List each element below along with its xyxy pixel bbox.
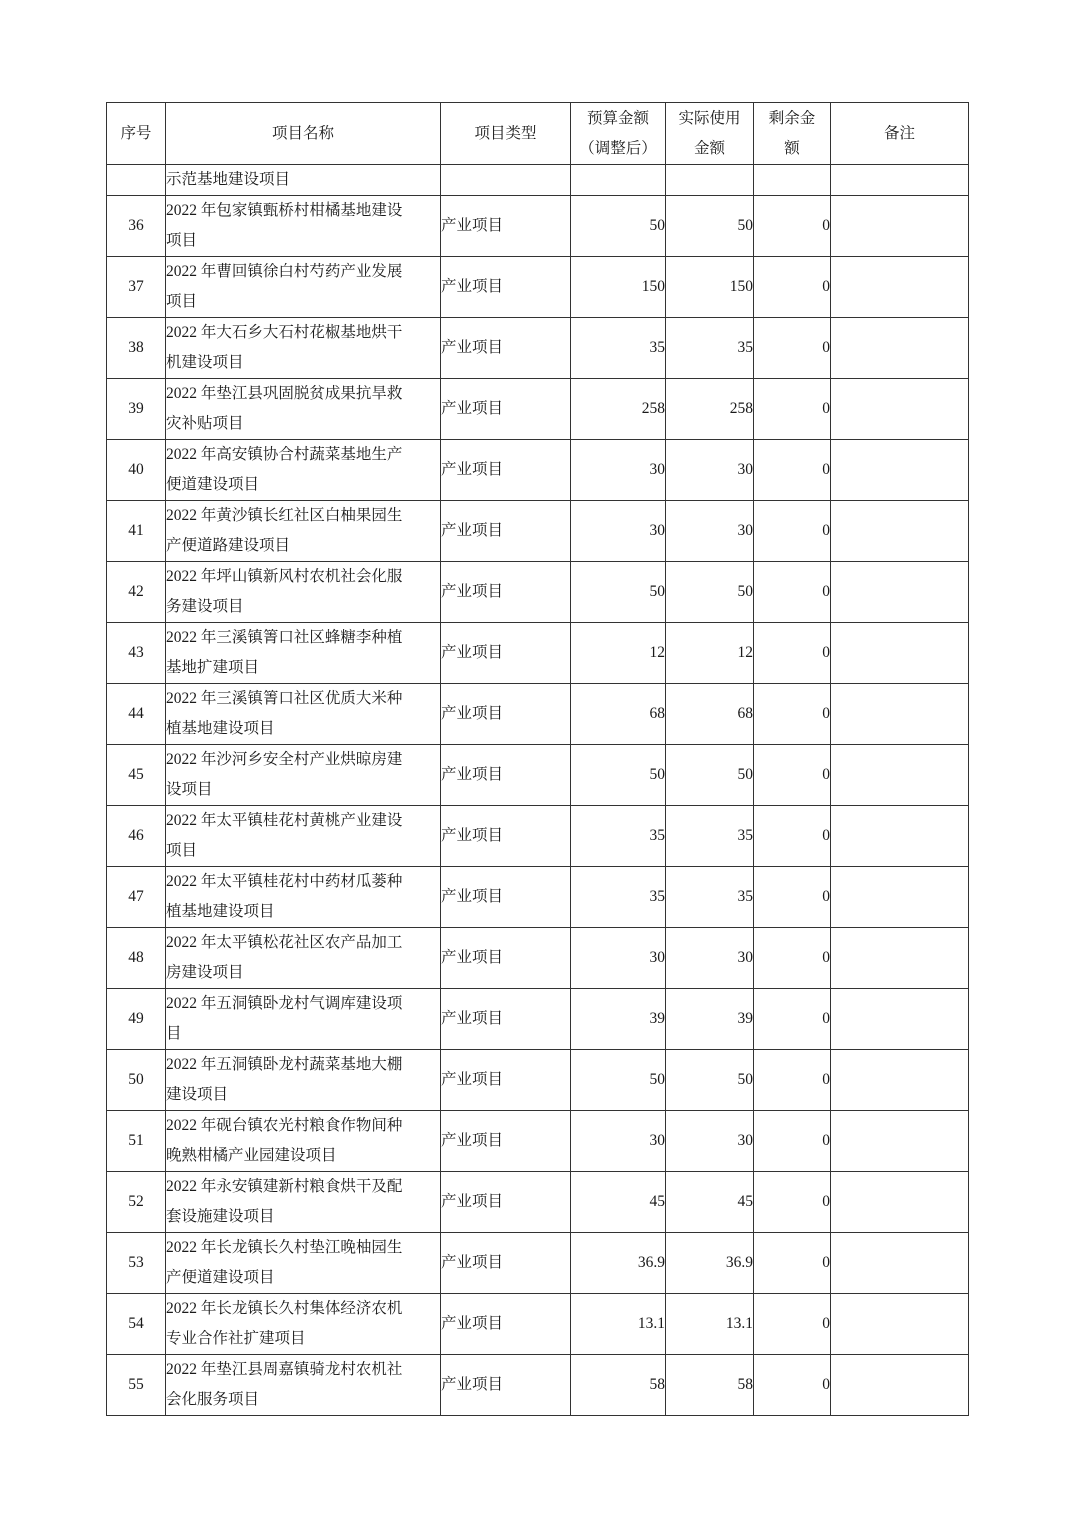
table-row (107, 989, 969, 1050)
cell-name-line2: 房建设项目 (166, 964, 244, 981)
cell-name-line1: 2022 年太平镇桂花村黄桃产业建设 (166, 812, 403, 829)
cell-notes (831, 928, 969, 989)
header-name-label: 项目名称 (271, 124, 334, 142)
header-notes-label: 备注 (883, 124, 915, 142)
cell-budget: 58 (571, 1355, 666, 1416)
cell-notes (831, 867, 969, 928)
cell-type: 产业项目 (441, 989, 571, 1050)
table-row (107, 745, 969, 806)
cell-actual: 30 (666, 1111, 754, 1172)
table-row (107, 806, 969, 867)
cell-name-line1: 2022 年砚台镇农光村粮食作物间种 (166, 1117, 403, 1134)
cell-seq: 52 (107, 1172, 166, 1233)
cell-type (441, 165, 571, 196)
cell-seq: 43 (107, 623, 166, 684)
cell-remaining (754, 165, 831, 196)
cell-actual: 50 (666, 745, 754, 806)
cell-seq (107, 165, 166, 196)
cell-budget: 35 (571, 318, 666, 379)
cell-notes (831, 562, 969, 623)
table-row (107, 501, 969, 562)
cell-name-line2: 目 (166, 1025, 182, 1042)
cell-notes (831, 623, 969, 684)
header-name (166, 103, 441, 165)
cell-actual: 58 (666, 1355, 754, 1416)
cell-name-line2: 机建设项目 (166, 354, 244, 371)
cell-name-line2: 项目 (166, 842, 198, 859)
cell-actual: 150 (666, 257, 754, 318)
cell-actual: 35 (666, 318, 754, 379)
cell-seq: 47 (107, 867, 166, 928)
cell-budget: 50 (571, 745, 666, 806)
cell-type: 产业项目 (441, 1294, 571, 1355)
cell-remaining: 0 (754, 867, 831, 928)
table-row (107, 562, 969, 623)
cell-seq: 40 (107, 440, 166, 501)
cell-actual: 30 (666, 928, 754, 989)
cell-name (166, 318, 441, 379)
cell-type: 产业项目 (441, 806, 571, 867)
cell-name (166, 989, 441, 1050)
cell-remaining: 0 (754, 623, 831, 684)
cell-type: 产业项目 (441, 623, 571, 684)
cell-name-line2: 务建设项目 (166, 598, 244, 615)
cell-budget: 50 (571, 562, 666, 623)
cell-type: 产业项目 (441, 867, 571, 928)
cell-notes (831, 1111, 969, 1172)
cell-name-line1: 2022 年永安镇建新村粮食烘干及配 (166, 1178, 403, 1195)
cell-remaining: 0 (754, 1111, 831, 1172)
header-type (441, 103, 571, 165)
cell-remaining: 0 (754, 257, 831, 318)
cell-seq: 38 (107, 318, 166, 379)
cell-seq: 51 (107, 1111, 166, 1172)
cell-name (166, 562, 441, 623)
cell-seq: 45 (107, 745, 166, 806)
cell-actual: 13.1 (666, 1294, 754, 1355)
cell-name-line1: 2022 年长龙镇长久村垫江晚柚园生 (166, 1239, 403, 1256)
cell-notes (831, 1355, 969, 1416)
cell-remaining: 0 (754, 1050, 831, 1111)
cell-name-line1: 2022 年包家镇甄桥村柑橘基地建设 (166, 202, 403, 219)
table-row (107, 684, 969, 745)
cell-notes (831, 379, 969, 440)
header-remaining (754, 103, 831, 165)
cell-notes (831, 440, 969, 501)
cell-name-line2: 建设项目 (166, 1086, 229, 1103)
cell-name-line1: 2022 年垫江县巩固脱贫成果抗旱救 (166, 385, 403, 402)
header-actual-line1: 实际使用 (678, 109, 741, 127)
cell-seq: 37 (107, 257, 166, 318)
cell-notes (831, 684, 969, 745)
cell-notes (831, 318, 969, 379)
header-budget-line2: （调整后） (579, 139, 657, 157)
header-actual-line2: 金额 (693, 139, 725, 157)
cell-name-line1: 2022 年大石乡大石村花椒基地烘干 (166, 324, 403, 341)
cell-type: 产业项目 (441, 318, 571, 379)
cell-name-line1: 2022 年五洞镇卧龙村气调库建设项 (166, 995, 403, 1012)
cell-name-line1: 2022 年沙河乡安全村产业烘晾房建 (166, 751, 403, 768)
continuation-row (107, 165, 969, 196)
cell-name (166, 1355, 441, 1416)
cell-budget: 39 (571, 989, 666, 1050)
cell-budget: 35 (571, 867, 666, 928)
cell-budget: 45 (571, 1172, 666, 1233)
cell-name (166, 196, 441, 257)
cell-notes (831, 196, 969, 257)
cell-name-line2: 产便道路建设项目 (166, 537, 291, 554)
cell-seq: 44 (107, 684, 166, 745)
cell-budget: 68 (571, 684, 666, 745)
cell-remaining: 0 (754, 928, 831, 989)
cell-name (166, 440, 441, 501)
table-row (107, 623, 969, 684)
table-row (107, 318, 969, 379)
cell-budget: 50 (571, 196, 666, 257)
cell-seq: 36 (107, 196, 166, 257)
cell-seq: 46 (107, 806, 166, 867)
cell-actual: 258 (666, 379, 754, 440)
cell-name (166, 501, 441, 562)
cell-seq: 54 (107, 1294, 166, 1355)
header-budget-line1: 预算金额 (586, 109, 649, 127)
cell-remaining: 0 (754, 196, 831, 257)
cell-name-line1: 2022 年高安镇协合村蔬菜基地生产 (166, 446, 403, 463)
cell-seq: 50 (107, 1050, 166, 1111)
cell-name-line1: 2022 年三溪镇箐口社区蜂糖李种植 (166, 629, 403, 646)
table-row (107, 867, 969, 928)
cell-notes (831, 989, 969, 1050)
cell-name (166, 1233, 441, 1294)
cell-type: 产业项目 (441, 257, 571, 318)
cell-budget: 36.9 (571, 1233, 666, 1294)
cell-name-line1: 2022 年曹回镇徐白村芍药产业发展 (166, 263, 403, 280)
cell-name (166, 379, 441, 440)
cell-name (166, 1111, 441, 1172)
cell-name-line1: 2022 年垫江县周嘉镇骑龙村农机社 (166, 1361, 403, 1378)
cell-notes (831, 745, 969, 806)
cell-remaining: 0 (754, 1355, 831, 1416)
cell-name-line2: 项目 (166, 293, 198, 310)
cell-name-line2: 灾补贴项目 (166, 415, 244, 432)
cell-type: 产业项目 (441, 684, 571, 745)
cell-seq: 39 (107, 379, 166, 440)
cell-remaining: 0 (754, 1233, 831, 1294)
cell-name-line2: 植基地建设项目 (166, 720, 275, 737)
cell-name-line2: 植基地建设项目 (166, 903, 275, 920)
cell-type: 产业项目 (441, 1233, 571, 1294)
cell-actual: 50 (666, 1050, 754, 1111)
table-row (107, 1355, 969, 1416)
cell-seq: 53 (107, 1233, 166, 1294)
cell-name-line2: 专业合作社扩建项目 (166, 1330, 306, 1347)
table-row (107, 196, 969, 257)
cell-name-line2: 项目 (166, 232, 198, 249)
cell-remaining: 0 (754, 318, 831, 379)
cell-type: 产业项目 (441, 1355, 571, 1416)
cell-type: 产业项目 (441, 440, 571, 501)
table-row (107, 1294, 969, 1355)
cell-actual: 50 (666, 562, 754, 623)
cell-name-line1: 2022 年长龙镇长久村集体经济农机 (166, 1300, 403, 1317)
cell-name-line2: 便道建设项目 (166, 476, 260, 493)
cell-remaining: 0 (754, 379, 831, 440)
cell-budget: 30 (571, 501, 666, 562)
cell-budget: 30 (571, 1111, 666, 1172)
cell-name (166, 867, 441, 928)
cell-remaining: 0 (754, 806, 831, 867)
cell-notes (831, 501, 969, 562)
cell-name (166, 806, 441, 867)
cell-notes (831, 806, 969, 867)
cell-remaining: 0 (754, 562, 831, 623)
cell-remaining: 0 (754, 1294, 831, 1355)
cell-budget: 150 (571, 257, 666, 318)
cell-budget: 50 (571, 1050, 666, 1111)
cell-name (166, 257, 441, 318)
header-seq (107, 103, 166, 165)
cell-remaining: 0 (754, 1172, 831, 1233)
cell-budget: 12 (571, 623, 666, 684)
cell-name-line2: 基地扩建项目 (166, 659, 260, 676)
cell-remaining: 0 (754, 501, 831, 562)
header-remaining-line2: 额 (784, 139, 800, 157)
cell-actual: 35 (666, 867, 754, 928)
cell-actual: 12 (666, 623, 754, 684)
cell-type: 产业项目 (441, 196, 571, 257)
cell-budget (571, 165, 666, 196)
cell-actual: 39 (666, 989, 754, 1050)
cell-type: 产业项目 (441, 501, 571, 562)
cell-type: 产业项目 (441, 562, 571, 623)
cell-name (166, 684, 441, 745)
cell-notes (831, 257, 969, 318)
header-actual (666, 103, 754, 165)
cell-notes (831, 1172, 969, 1233)
cell-name (166, 1050, 441, 1111)
cell-name-line2: 晚熟柑橘产业园建设项目 (166, 1147, 337, 1164)
cell-remaining: 0 (754, 440, 831, 501)
cell-name (166, 1294, 441, 1355)
cell-type: 产业项目 (441, 1111, 571, 1172)
cell-type: 产业项目 (441, 1050, 571, 1111)
cell-name-line2: 套设施建设项目 (166, 1208, 275, 1225)
cell-budget: 35 (571, 806, 666, 867)
cell-remaining: 0 (754, 745, 831, 806)
cell-remaining: 0 (754, 684, 831, 745)
header-notes (831, 103, 969, 165)
cell-name-text: 示范基地建设项目 (166, 171, 291, 188)
header-budget (571, 103, 666, 165)
cell-seq: 48 (107, 928, 166, 989)
cell-notes (831, 1294, 969, 1355)
cell-name-line1: 2022 年坪山镇新风村农机社会化服 (166, 568, 403, 585)
cell-notes (831, 1050, 969, 1111)
cell-name-line2: 设项目 (166, 781, 213, 798)
cell-name-line1: 2022 年太平镇松花社区农产品加工 (166, 934, 403, 951)
table-row (107, 928, 969, 989)
cell-type: 产业项目 (441, 745, 571, 806)
cell-budget: 30 (571, 440, 666, 501)
cell-name-line2: 会化服务项目 (166, 1391, 260, 1408)
header-seq-label: 序号 (120, 124, 152, 142)
cell-name-line1: 2022 年五洞镇卧龙村蔬菜基地大棚 (166, 1056, 403, 1073)
cell-type: 产业项目 (441, 928, 571, 989)
cell-actual: 35 (666, 806, 754, 867)
cell-name-line2: 产便道建设项目 (166, 1269, 275, 1286)
cell-actual: 36.9 (666, 1233, 754, 1294)
cell-name (166, 745, 441, 806)
table-header-row (107, 103, 969, 165)
cell-budget: 258 (571, 379, 666, 440)
cell-notes (831, 1233, 969, 1294)
cell-seq: 49 (107, 989, 166, 1050)
cell-name (166, 623, 441, 684)
cell-seq: 55 (107, 1355, 166, 1416)
cell-name (166, 165, 441, 196)
header-remaining-line1: 剩余金 (768, 109, 816, 127)
cell-actual: 50 (666, 196, 754, 257)
table-row (107, 379, 969, 440)
project-fund-table (106, 102, 969, 1416)
cell-type: 产业项目 (441, 379, 571, 440)
cell-name-line1: 2022 年太平镇桂花村中药材瓜蒌种 (166, 873, 403, 890)
cell-actual: 68 (666, 684, 754, 745)
cell-name-line1: 2022 年黄沙镇长红社区白柚果园生 (166, 507, 403, 524)
cell-budget: 30 (571, 928, 666, 989)
cell-notes (831, 165, 969, 196)
cell-type: 产业项目 (441, 1172, 571, 1233)
cell-name (166, 1172, 441, 1233)
cell-name (166, 928, 441, 989)
cell-actual (666, 165, 754, 196)
cell-actual: 45 (666, 1172, 754, 1233)
table-row (107, 1172, 969, 1233)
cell-seq: 41 (107, 501, 166, 562)
table-row (107, 1233, 969, 1294)
cell-remaining: 0 (754, 989, 831, 1050)
cell-budget: 13.1 (571, 1294, 666, 1355)
cell-name-line1: 2022 年三溪镇箐口社区优质大米种 (166, 690, 403, 707)
table-row (107, 1111, 969, 1172)
cell-actual: 30 (666, 440, 754, 501)
cell-seq: 42 (107, 562, 166, 623)
table-row (107, 1050, 969, 1111)
table-row (107, 440, 969, 501)
cell-actual: 30 (666, 501, 754, 562)
table-row (107, 257, 969, 318)
header-type-label: 项目类型 (474, 124, 537, 142)
